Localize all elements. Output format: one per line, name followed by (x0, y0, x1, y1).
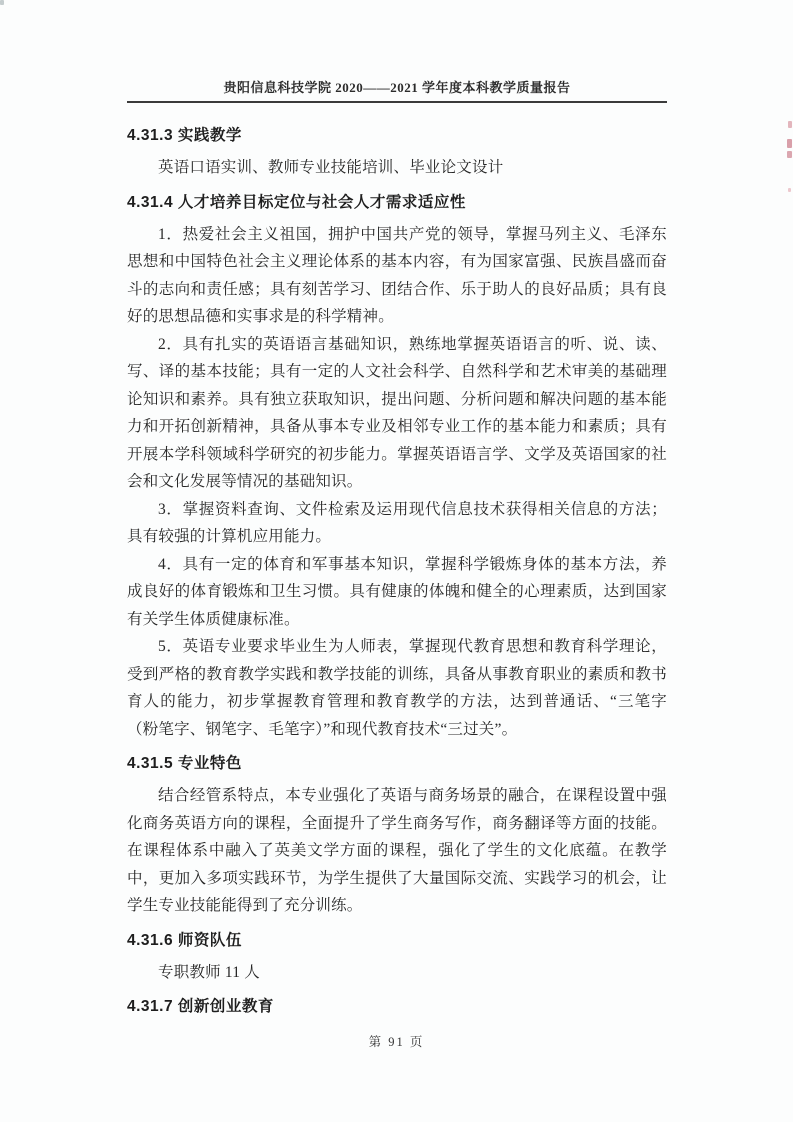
scan-speck-pink (788, 188, 791, 192)
section-heading-4-31-7: 4.31.7 创新创业教育 (127, 998, 274, 1015)
paragraph-practical-teaching-items: 英语口语实训、教师专业技能培训、毕业论文设计 (158, 159, 504, 176)
scan-speck-pink (788, 121, 792, 128)
paragraph-specialty-features: 结合经管系特点，本专业强化了英语与商务场景的融合，在课程设置中强化商务英语方向的课程，全面提升了学生商务写作，商务翻译等方面的技能。在课程体系中融入了英美文学方面的课程，强化了学生的文化底蕴。在教学中，更加入多项实践环节，为学生提供了大量国际交流、实践学习的机会，让学生专业技能能得到了充分训练。 (127, 787, 667, 914)
section-heading-4-31-4: 4.31.4 人才培养目标定位与社会人才需求适应性 (127, 193, 466, 211)
section-heading-4-31-6: 4.31.6 师资队伍 (127, 931, 242, 949)
paragraph-objective-1: 1．热爱社会主义祖国，拥护中国共产党的领导，掌握马列主义、毛泽东思想和中国特色社会主义理论体系的基本内容，有为国家富强、民族昌盛而奋斗的志向和责任感；具有刻苦学习、团结合作、乐于助人的良好品质；具有良好的思想品德和实事求是的科学精神。 (127, 225, 667, 325)
header-rule (127, 101, 667, 103)
section-heading-4-31-5: 4.31.5 专业特色 (127, 755, 242, 772)
page-footer (0, 1032, 793, 1051)
scan-speck-pink (787, 151, 792, 158)
scan-speck-pink (787, 139, 792, 148)
paragraph-objective-5: 5．英语专业要求毕业生为人师表，掌握现代教育思想和教育科学理论，受到严格的教育教学实践和教学技能的训练，具备从事教育职业的素质和教书育人的能力，初步掌握教育管理和教育教学的方法，达到普通话、“三笔字（粉笔字、钢笔字、毛笔字）”和现代教育技术“三过关”。 (127, 638, 667, 738)
paragraph-faculty-count: 专职教师 11 人 (158, 963, 260, 981)
scan-speck-corner (0, 0, 4, 5)
paragraph-objective-4: 4．具有一定的体育和军事基本知识，掌握科学锻炼身体的基本方法，养成良好的体育锻炼和卫生习惯。具有健康的体魄和健全的心理素质，达到国家有关学生体质健康标准。 (127, 555, 667, 628)
paragraph-objective-2: 2．具有扎实的英语语言基础知识，熟练地掌握英语语言的听、说、读、写、译的基本技能；具有一定的人文社会科学、自然科学和艺术审美的基础理论知识和素养。具有独立获取知识，提出问题、分析问题和解决问题的基本能力和开拓创新精神，具备从事本专业及相邻专业工作的基本能力和素质；具有开展本学科领域科学研究的初步能力。掌握英语语言学、文学及英语国家的社会和文化发展等情况的基础知识。 (127, 335, 667, 490)
report-title: 贵阳信息科技学院 2020——2021 学年度本科教学质量报告 (223, 80, 571, 95)
paragraph-objective-3: 3．掌握资料查询、文件检索及运用现代信息技术获得相关信息的方法；具有较强的计算机应用能力。 (127, 500, 667, 545)
page-number: 第 91 页 (368, 1035, 425, 1049)
page-header (127, 0, 667, 103)
section-heading-4-31-3: 4.31.3 实践教学 (127, 127, 242, 144)
document-body (127, 125, 667, 1017)
